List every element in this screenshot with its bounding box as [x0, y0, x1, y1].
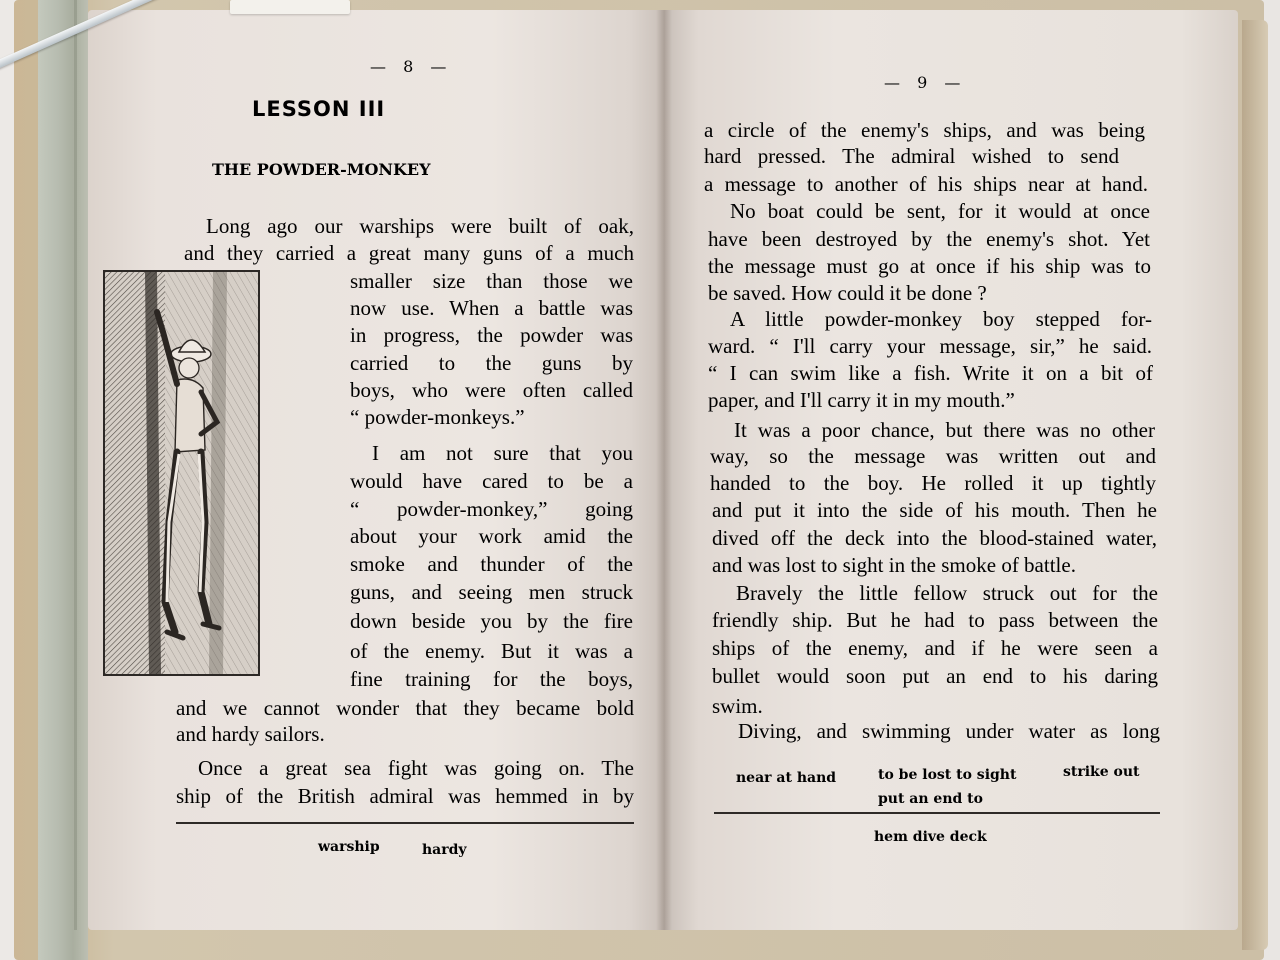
phrase-item: to be lost to sight — [878, 767, 1017, 783]
left-page-text-line: ship of the British admiral was hemmed in by — [176, 784, 634, 808]
paper-strip — [230, 0, 350, 14]
left-page-text-line: smoke and thunder of the — [350, 552, 633, 576]
left-page-text-line: fine training for the boys, — [350, 667, 633, 691]
left-page-number: — 8 — — [370, 57, 453, 76]
right-vocab-rule — [714, 812, 1160, 814]
left-page-text-line: boys, who were often called — [350, 378, 633, 402]
lesson-title: LESSON III — [252, 97, 386, 121]
right-page-text-line: ships of the enemy, and if he were seen a — [712, 636, 1158, 660]
left-page-text-line: down beside you by the fire — [350, 609, 633, 633]
right-page-text-line: the message must go at once if his ship was to — [708, 254, 1151, 278]
left-page-text-line: about your work amid the — [350, 524, 633, 548]
lesson-subtitle: THE POWDER-MONKEY — [212, 160, 431, 179]
left-vocab-rule — [176, 822, 634, 824]
endpaper — [38, 0, 88, 960]
left-page-text-line: carried to the guns by — [350, 351, 633, 375]
book-cover-edge — [1242, 20, 1268, 950]
right-page-text-line: friendly ship. But he had to pass between the — [712, 608, 1158, 632]
book-gutter — [656, 10, 672, 930]
endpaper-hinge — [74, 0, 77, 930]
right-page-text-line: hard pressed. The admiral wished to send — [704, 144, 1119, 168]
left-vocab-word: hardy — [422, 842, 467, 858]
right-page-text-line: a circle of the enemy's ships, and was being — [704, 118, 1145, 142]
right-page-text-line: way, so the message was written out and — [710, 444, 1156, 468]
phrase-item: near at hand — [736, 770, 837, 786]
left-page-text-line: “ powder-monkeys.” — [350, 405, 525, 429]
right-page-text-line: and was lost to sight in the smoke of battle. — [712, 553, 1076, 577]
left-page-text-line: and we cannot wonder that they became bold — [176, 696, 634, 720]
right-page-text-line: A little powder-monkey boy stepped for- — [730, 307, 1152, 331]
right-page-text-line: paper, and I'll carry it in my mouth.” — [708, 388, 1015, 412]
left-vocab-word: warship — [318, 839, 380, 855]
right-page-text-line: It was a poor chance, but there was no other — [734, 418, 1155, 442]
right-page-text-line: have been destroyed by the enemy's shot. Yet — [708, 227, 1150, 251]
right-page-text-line: swim. — [712, 694, 763, 718]
phrase-item: put an end to — [878, 791, 983, 807]
left-page-text-line: now use. When a battle was — [350, 296, 633, 320]
left-page-text-line: Long ago our warships were built of oak, — [206, 214, 634, 238]
left-page-text-line: smaller size than those we — [350, 269, 633, 293]
right-page-number: — 9 — — [884, 73, 967, 92]
left-page-text-line: of the enemy. But it was a — [350, 639, 633, 663]
right-page-text-line: and put it into the side of his mouth. Then he — [712, 498, 1157, 522]
right-page-text-line: Bravely the little fellow struck out for the — [736, 581, 1158, 605]
right-page-text-line: be saved. How could it be done ? — [708, 281, 987, 305]
phrase-item: strike out — [1063, 764, 1140, 780]
left-page-text-line: “ powder-monkey,” going — [350, 497, 633, 521]
left-page-text-line: guns, and seeing men struck — [350, 580, 633, 604]
left-page-text-line: in progress, the powder was — [350, 323, 633, 347]
right-page-text-line: dived off the deck into the blood-stained water, — [712, 526, 1157, 550]
right-page-text-line: a message to another of his ships near at hand. — [704, 172, 1148, 196]
left-page-text-line: and they carried a great many guns of a much — [184, 241, 634, 265]
left-page-text-line: and hardy sailors. — [176, 722, 325, 746]
powder-monkey-illustration — [103, 270, 260, 676]
right-page-text-line: No boat could be sent, for it would at once — [730, 199, 1150, 223]
left-page-text-line: Once a great sea fight was going on. The — [198, 756, 634, 780]
right-page-text-line: Diving, and swimming under water as long — [738, 719, 1160, 743]
left-page-text-line: I am not sure that you — [372, 441, 633, 465]
left-page-text-line: would have cared to be a — [350, 469, 633, 493]
right-page-text-line: bullet would soon put an end to his daring — [712, 664, 1158, 688]
right-page-text-line: handed to the boy. He rolled it up tightly — [710, 471, 1156, 495]
right-vocab-words: hem dive deck — [874, 829, 987, 845]
boy-climbing-drawing — [105, 272, 258, 674]
right-page-text-line: ward. “ I'll carry your message, sir,” he said. — [708, 334, 1152, 358]
right-page-text-line: “ I can swim like a fish. Write it on a bit of — [708, 361, 1153, 385]
